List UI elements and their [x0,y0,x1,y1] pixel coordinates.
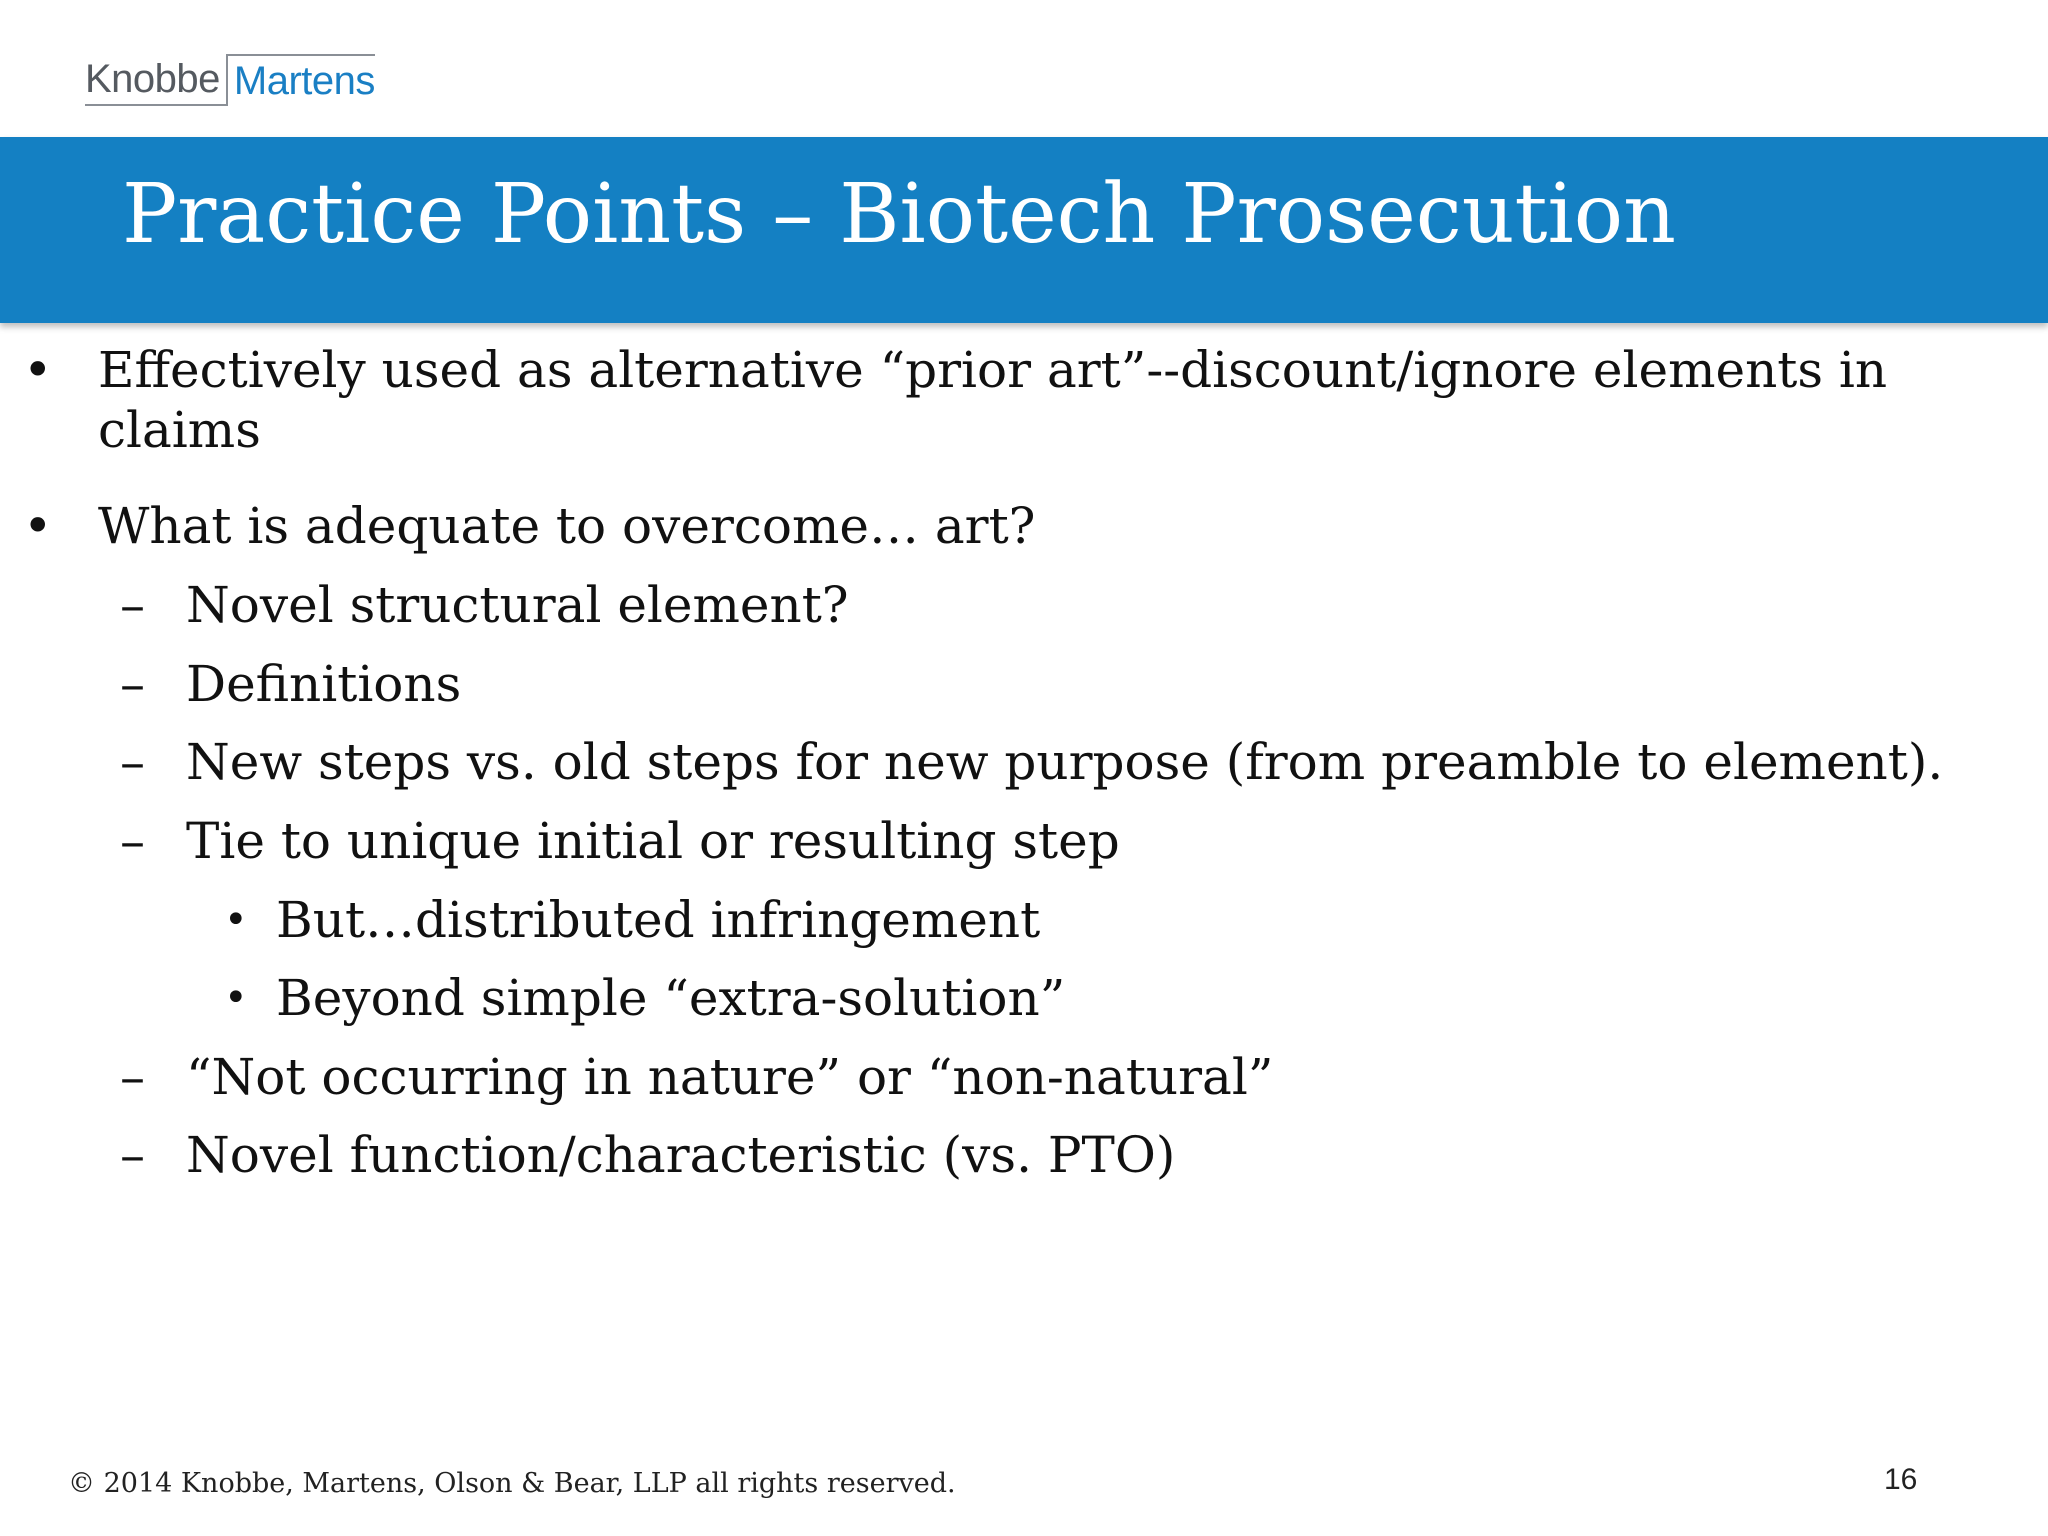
bullet-text: claims [98,401,261,459]
bullet-text: Beyond simple “extra-solution” [276,969,1066,1027]
page-number: 16 [1884,1463,1918,1496]
sub-sub-bullet-item [224,968,1066,1028]
company-logo [85,53,375,107]
bullet-text: But…distributed infringement [276,891,1041,949]
title-band [0,137,2048,323]
bullet-marker: • [224,897,248,943]
bullet-text: What is adequate to overcome… art? [98,497,1036,555]
sub-bullet-item [120,575,849,635]
sub-bullet-item [120,1125,1176,1185]
logo-right-text: Martens [226,54,375,106]
bullet-item [23,340,1888,400]
bullet-text: Effectively used as alternative “prior art”--discount/ignore elements in [98,341,1888,399]
sub-bullet-item [120,732,1944,792]
slide-title: Practice Points – Biotech Prosecution [122,167,1676,262]
dash-marker: – [120,812,145,870]
bullet-item [23,496,1036,556]
bullet-marker: • [23,497,53,555]
dash-marker: – [120,1126,145,1184]
copyright-footer: © 2014 Knobbe, Martens, Olson & Bear, LLP all rights reserved. [68,1468,956,1499]
sub-bullet-item [120,1047,1274,1107]
sub-bullet-item [120,811,1120,871]
bullet-text: Novel function/characteristic (vs. PTO) [186,1126,1176,1184]
dash-marker: – [120,655,145,713]
bullet-text: Definitions [186,655,462,713]
bullet-marker: • [224,975,248,1021]
dash-marker: – [120,1048,145,1106]
logo-left-text: Knobbe [85,54,226,106]
bullet-text: Tie to unique initial or resulting step [186,812,1120,870]
dash-marker: – [120,733,145,791]
bullet-text: “Not occurring in nature” or “non-natural” [186,1048,1274,1106]
dash-marker: – [120,576,145,634]
bullet-item-continuation [98,400,261,460]
bullet-text: Novel structural element? [186,576,849,634]
bullet-marker: • [23,341,53,399]
sub-sub-bullet-item [224,890,1041,950]
bullet-text: New steps vs. old steps for new purpose (from preamble to element). [186,733,1944,791]
sub-bullet-item [120,654,462,714]
